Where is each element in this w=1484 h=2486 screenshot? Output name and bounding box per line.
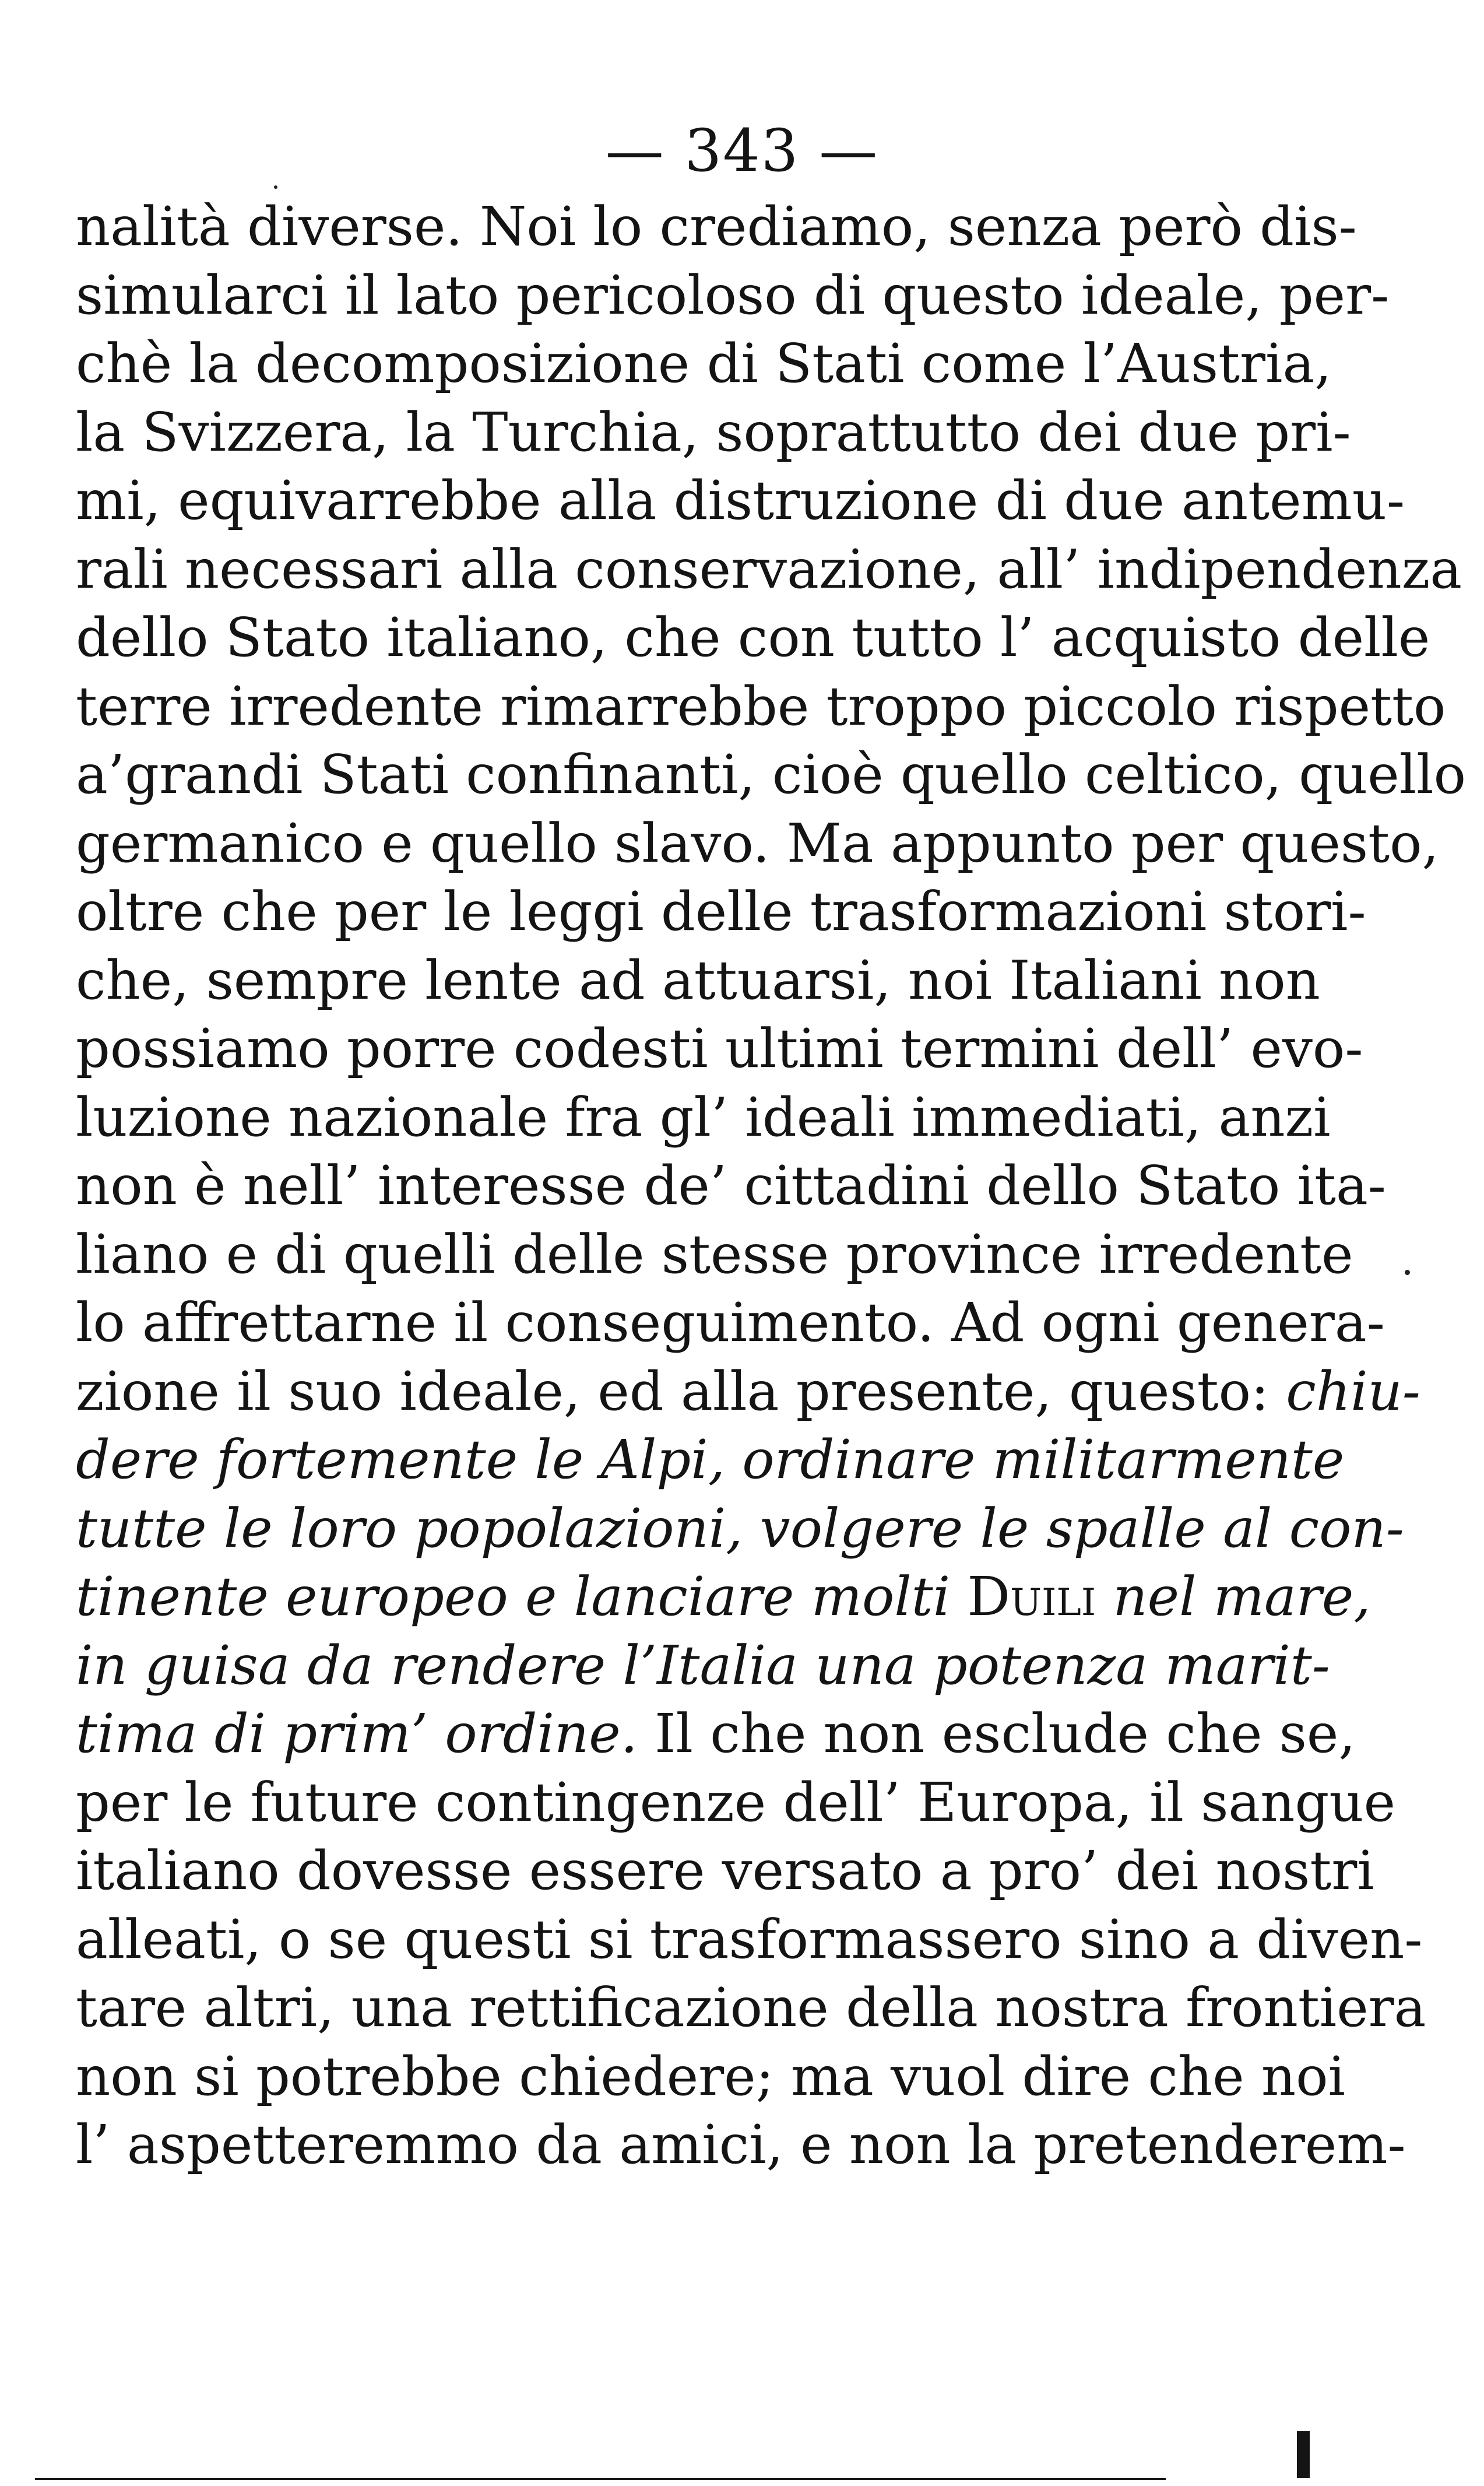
text-line	[76, 466, 1405, 535]
text-segment: a’grandi Stati confinanti, cioè quello celtico, quello	[76, 743, 1466, 806]
text-line	[76, 1425, 1345, 1494]
text-segment: non si potrebbe chiedere; ma vuol dire che noi	[76, 2045, 1345, 2108]
text-segment: rali necessari alla conservazione, all’ indipendenza	[76, 538, 1462, 601]
text-line	[76, 1562, 1371, 1631]
body-text	[76, 192, 1466, 2179]
text-line	[76, 1631, 1330, 1700]
text-line	[76, 1014, 1363, 1083]
text-segment: oltre che per le leggi delle trasformazioni stori-	[76, 880, 1366, 943]
text-line	[76, 809, 1439, 878]
text-segment: mi, equivarrebbe alla distruzione di due antemu-	[76, 469, 1405, 532]
text-line	[76, 1288, 1385, 1357]
ink-speck	[1405, 1270, 1410, 1275]
text-line	[76, 1768, 1396, 1837]
text-segment: zione il suo ideale, ed alla presente, questo:	[76, 1360, 1286, 1423]
text-line	[76, 2042, 1345, 2111]
text-segment: italiano dovesse essere versato a pro’ dei nostri	[76, 1839, 1374, 1902]
text-line	[76, 192, 1357, 261]
text-segment: tare altri, una rettificazione della nostra frontiera	[76, 1976, 1426, 2039]
text-line	[76, 1837, 1374, 1905]
text-line	[76, 877, 1366, 946]
text-segment: per le future contingenze dell’ Europa, il sangue	[76, 1771, 1396, 1834]
text-line	[76, 1494, 1404, 1563]
text-line	[76, 672, 1446, 741]
text-segment: in guisa da rendere l’Italia una potenza marit-	[76, 1634, 1330, 1697]
text-line	[76, 261, 1390, 330]
text-segment: dello Stato italiano, che con tutto l’ acquisto delle	[76, 606, 1430, 669]
text-segment: possiamo porre codesti ultimi termini dell’ evo-	[76, 1017, 1363, 1080]
text-line	[76, 1220, 1353, 1289]
text-segment: chiu-	[1286, 1360, 1420, 1423]
text-segment: la Svizzera, la Turchia, soprattutto dei due pri-	[76, 401, 1351, 464]
text-segment: germanico e quello slavo. Ma appunto per questo,	[76, 812, 1439, 875]
text-segment: Il che non esclude che se,	[637, 1702, 1356, 1765]
text-segment: terre irredente rimarrebbe troppo piccolo rispetto	[76, 675, 1446, 738]
text-line	[76, 398, 1351, 467]
text-line	[76, 1700, 1356, 1768]
text-segment: alleati, o se questi si trasformassero sino a diven-	[76, 1908, 1423, 1971]
text-segment: tima di prim’ ordine.	[76, 1702, 638, 1765]
text-line	[76, 1083, 1331, 1152]
print-mark	[1297, 2431, 1310, 2478]
text-segment: liano e di quelli delle stesse province irredente	[76, 1223, 1353, 1286]
text-segment: tinente europeo e lanciare molti	[76, 1565, 968, 1628]
text-segment: luzione nazionale fra gl’ ideali immediati, anzi	[76, 1086, 1331, 1149]
ink-speck	[274, 185, 277, 189]
text-segment: tutte le loro popolazioni, volgere le spalle al con-	[76, 1497, 1404, 1560]
text-segment: non è nell’ interesse de’ cittadini dello Stato ita-	[76, 1154, 1386, 1217]
text-segment: che, sempre lente ad attuarsi, noi Italiani non	[76, 949, 1320, 1012]
text-line	[76, 603, 1430, 672]
text-line	[76, 740, 1466, 809]
text-segment: nalità diverse. Noi lo crediamo, senza però dis-	[76, 195, 1357, 258]
bottom-rule	[35, 2478, 1166, 2480]
text-line	[76, 1905, 1423, 1974]
text-segment: simularci il lato pericoloso di questo ideale, per-	[76, 264, 1390, 326]
text-segment: l’ aspetteremmo da amici, e non la pretenderem-	[76, 2113, 1406, 2176]
text-line	[76, 2111, 1406, 2179]
text-segment: dere fortemente le Alpi, ordinare militarmente	[76, 1428, 1345, 1491]
text-segment: nel mare,	[1096, 1565, 1371, 1628]
text-line	[76, 535, 1462, 604]
text-segment: lo affrettarne il conseguimento. Ad ogni genera-	[76, 1291, 1385, 1354]
text-line	[76, 1357, 1420, 1426]
text-line	[76, 329, 1332, 398]
text-segment: Duili	[967, 1565, 1096, 1628]
text-line	[76, 1974, 1426, 2042]
text-line	[76, 946, 1320, 1015]
page-number: — 343 —	[605, 117, 879, 185]
text-segment: chè la decomposizione di Stati come l’Austria,	[76, 332, 1332, 395]
text-line	[76, 1151, 1386, 1220]
